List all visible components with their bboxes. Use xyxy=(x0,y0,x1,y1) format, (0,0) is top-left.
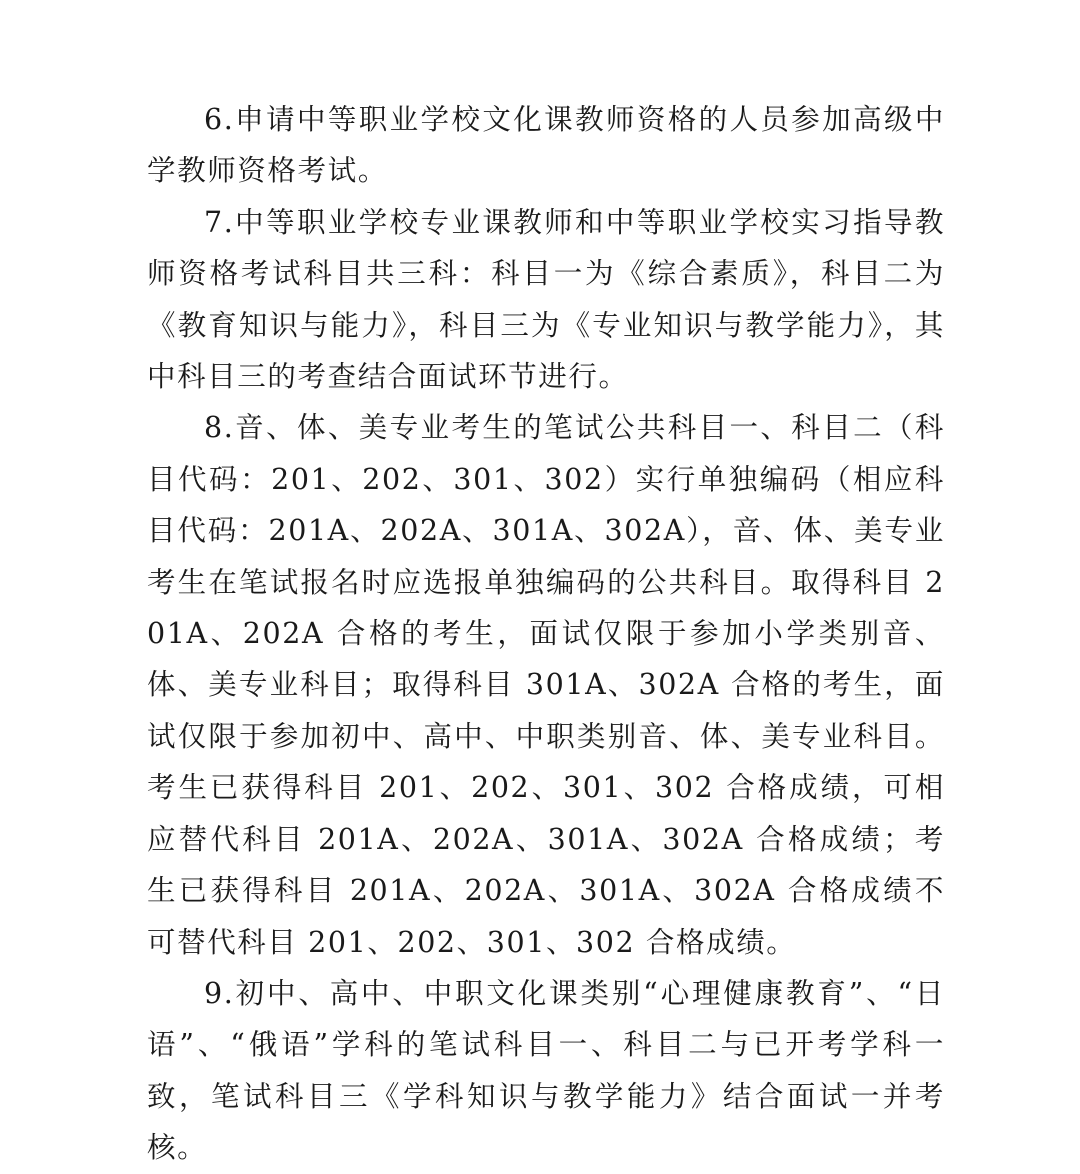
paragraph-6: 6.申请中等职业学校文化课教师资格的人员参加高级中学教师资格考试。 xyxy=(147,103,945,188)
paragraph-7: 7.中等职业学校专业课教师和中等职业学校实习指导教师资格考试科目共三科：科目一为《综合素质》，科目二为《教育知识与能力》，科目三为《专业知识与教学能力》，其中科目三的考查结合面试环节进行。 xyxy=(147,205,945,394)
paragraph-9: 9.初中、高中、中职文化课类别“心理健康教育”、“日语”、“俄语”学科的笔试科目一、科目二与已开考学科一致，笔试科目三《学科知识与教学能力》结合面试一并考核。 xyxy=(147,976,945,1165)
document-body xyxy=(147,94,945,1174)
paragraph-8: 8.音、体、美专业考生的笔试公共科目一、科目二（科目代码：201、202、301、302）实行单独编码（相应科目代码：201A、202A、301A、302A），音、体、美专业考生在笔试报名时应选报单独编码的公共科目。取得科目 201A、202A 合格的考生，面试仅限于参加小学类别音、体、美专业科目；取得科目 301A、302A 合格的考生，面试仅限于参加初中、高中、中职类别音、体、美专业科目。考生已获得科目 201、202、301、302 合格成绩，可相应替代科目 201A、202A、301A、302A 合格成绩；考生已获得科目 201A、202A、301A、302A 合格成绩不可替代科目 201、202、301、302 合格成绩。 xyxy=(147,411,945,959)
